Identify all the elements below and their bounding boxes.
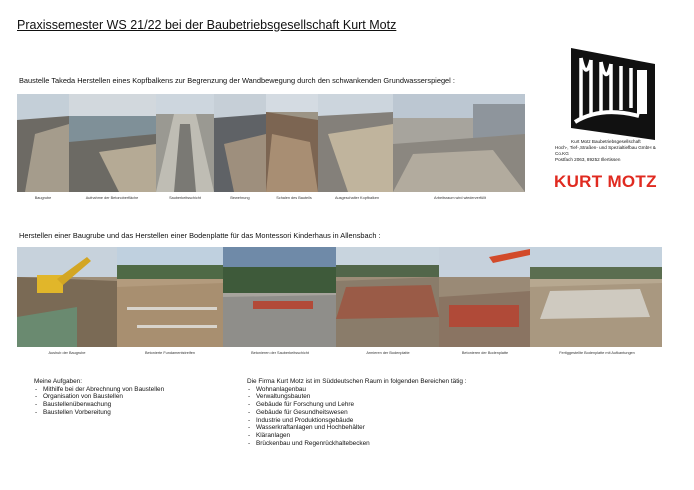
areas-heading: Die Firma Kurt Motz ist im Süddeutschen Raum in folgenden Bereichen tätig : bbox=[247, 378, 467, 385]
tasks-section bbox=[34, 378, 164, 417]
list-item: - Baustellen Vorbereitung bbox=[34, 409, 164, 417]
photo-kopfbalken bbox=[318, 94, 393, 192]
caption: Aufnahme der Betonoberfläche bbox=[85, 196, 139, 200]
list-item: - Gebäude für Forschung und Lehre bbox=[247, 401, 467, 409]
tasks-list bbox=[34, 386, 164, 417]
company-type-suffix: Co.KG bbox=[555, 151, 569, 156]
caption: Baugrube bbox=[34, 196, 52, 200]
photo-bodenplatte-betonieren bbox=[439, 247, 530, 347]
list-item: - Mithilfe bei der Abrechnung von Baustellen bbox=[34, 386, 164, 394]
photo-betonoberflaeche bbox=[69, 94, 156, 192]
photo-fundamentstreifen bbox=[117, 247, 223, 347]
company-name: Kurt Motz Baubetriebsgesellschaft bbox=[571, 139, 641, 144]
photo-baugrube bbox=[17, 94, 69, 192]
areas-section bbox=[247, 378, 467, 447]
list-item: - Wohnanlagenbau bbox=[247, 386, 467, 394]
caption: Fertiggestellte Bodenplatte mit Aufkantungen bbox=[559, 351, 635, 355]
caption: Betonieren der Bodenplatte bbox=[461, 351, 509, 355]
list-item: - Kläranlagen bbox=[247, 432, 467, 440]
photo-sauberkeitsschicht-betonieren bbox=[223, 247, 336, 347]
company-address bbox=[555, 139, 680, 163]
photo-bodenplatte-armieren bbox=[336, 247, 439, 347]
caption: Armieren der Bodenplatte bbox=[366, 351, 410, 355]
caption: Arbeitsraum wird wiederverfüllt bbox=[434, 196, 486, 200]
list-item: - Gebäude für Gesundheitswesen bbox=[247, 409, 467, 417]
list-item: - Brückenbau und Regenrückhaltebecken bbox=[247, 440, 467, 448]
photo-schalen bbox=[266, 94, 318, 192]
brand-wordmark: KURT MOTZ bbox=[554, 172, 657, 191]
caption: Ausgeschalter Kopfbalken bbox=[334, 196, 380, 200]
list-item: - Baustellenüberwachung bbox=[34, 401, 164, 409]
caption: Betonierte Fundamentstreifen bbox=[144, 351, 196, 355]
photo-bodenplatte-fertig bbox=[530, 247, 662, 347]
caption: Betonieren der Sauberkeitsschicht bbox=[251, 351, 309, 355]
photo-aushub bbox=[17, 247, 117, 347]
project1-heading: Baustelle Takeda Herstellen eines Kopfbalkens zur Begrenzung der Wandbewegung durch den schwankenden Grundwasserspiegel : bbox=[19, 76, 455, 85]
caption: Bewehrung bbox=[230, 196, 250, 200]
list-item: - Verwaltungsbauten bbox=[247, 393, 467, 401]
project2-photo-strip bbox=[17, 247, 662, 347]
project1-photo-strip bbox=[17, 94, 525, 192]
company-type: Hoch-, Tief-,Straßen- und Spezialtiefbau GmbH & bbox=[555, 145, 656, 150]
list-item: - Organisation von Baustellen bbox=[34, 393, 164, 401]
photo-sauberkeitsschicht bbox=[156, 94, 214, 192]
caption: Aushub der Baugrube bbox=[48, 351, 86, 355]
areas-list bbox=[247, 386, 467, 448]
photo-arbeitsraum bbox=[393, 94, 525, 192]
caption: Schalen des Bauteils bbox=[276, 196, 312, 200]
photo-bewehrung bbox=[214, 94, 266, 192]
project2-heading: Herstellen einer Baugrube und das Herstellen einer Bodenplatte für das Montessori Kinderhaus in Allensbach : bbox=[19, 231, 381, 240]
page-title: Praxissemester WS 21/22 bei der Baubetriebsgesellschaft Kurt Motz bbox=[17, 18, 397, 32]
caption: Sauberkeitsschicht bbox=[169, 196, 201, 200]
list-item: - Wasserkraftanlagen und Hochbehälter bbox=[247, 424, 467, 432]
tasks-heading: Meine Aufgaben: bbox=[34, 378, 82, 385]
list-item: - Industrie und Produktionsgebäude bbox=[247, 417, 467, 425]
company-postbox: Postfach 2063, 89252 Illertissen bbox=[555, 157, 621, 162]
kurt-motz-logo bbox=[571, 46, 655, 140]
